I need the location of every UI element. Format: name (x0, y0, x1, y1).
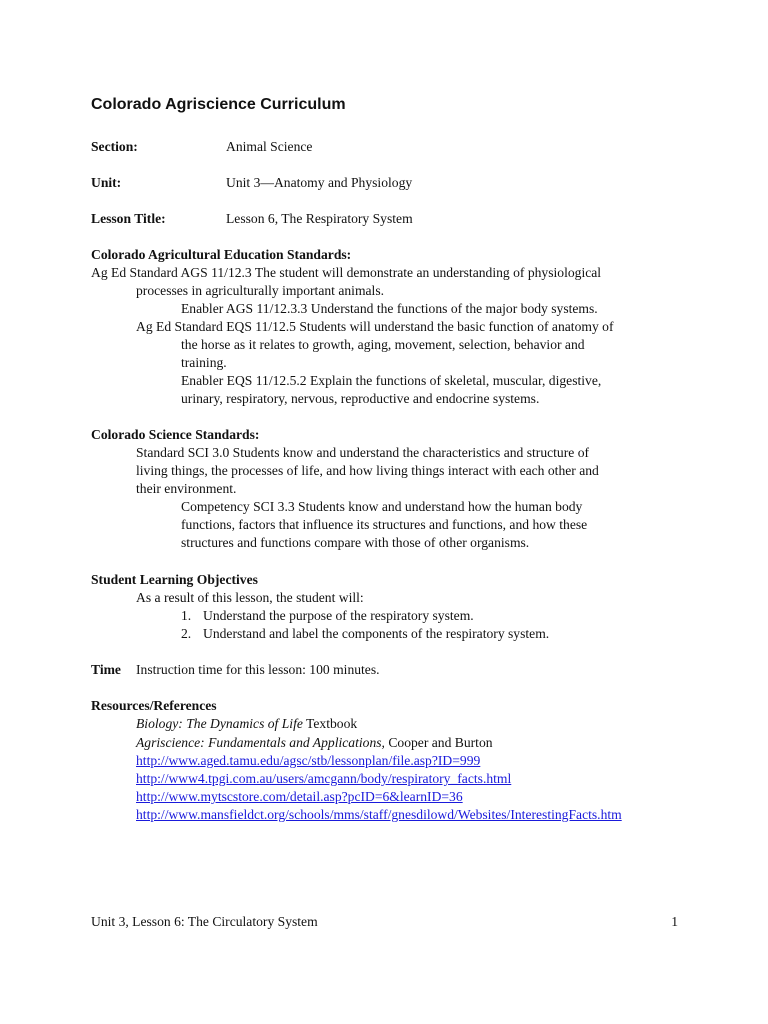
book-suffix: Textbook (302, 716, 358, 731)
lesson-title-value: Lesson 6, The Respiratory System (226, 211, 413, 226)
lesson-title-label: Lesson Title: (91, 211, 166, 226)
ag-standard-line: Ag Ed Standard AGS 11/12.3 The student will demonstrate an understanding of physiological (91, 265, 602, 280)
unit-label: Unit: (91, 175, 122, 190)
resource-book-1 (136, 716, 357, 732)
objective-text: Understand and label the components of the respiratory system. (203, 626, 550, 641)
ag-standards-heading: Colorado Agricultural Education Standards: (91, 247, 352, 262)
science-standard-line: Competency SCI 3.3 Students know and understand how the human body (181, 499, 583, 514)
science-standard-line: living things, the processes of life, and how living things interact with each other and (136, 463, 599, 478)
book-title: Agriscience: Fundamentals and Applications, (136, 735, 385, 750)
resource-link[interactable]: http://www.aged.tamu.edu/agsc/stb/lessonplan/file.asp?ID=999 (136, 753, 481, 768)
ag-standard-line: urinary, respiratory, nervous, reproductive and endocrine systems. (181, 391, 540, 406)
section-value: Animal Science (226, 139, 313, 154)
objectives-intro: As a result of this lesson, the student will: (136, 590, 364, 605)
time-text: Instruction time for this lesson: 100 minutes. (136, 662, 380, 677)
objective-number: 1. (181, 608, 192, 623)
unit-value: Unit 3—Anatomy and Physiology (226, 175, 413, 190)
objectives-heading: Student Learning Objectives (91, 572, 258, 587)
resource-link[interactable]: http://www.mansfieldct.org/schools/mms/staff/gnesdilowd/Websites/InterestingFacts.htm (136, 807, 622, 822)
document-title: Colorado Agriscience Curriculum (91, 96, 346, 113)
science-standards-heading: Colorado Science Standards: (91, 427, 260, 442)
book-title: Biology: The Dynamics of Life (136, 716, 303, 731)
time-label: Time (91, 662, 121, 677)
page-number: 1 (671, 914, 678, 929)
science-standard-line: structures and functions compare with those of other organisms. (181, 535, 530, 550)
objective-number: 2. (181, 626, 192, 641)
book-suffix: Cooper and Burton (384, 735, 493, 750)
footer-text: Unit 3, Lesson 6: The Circulatory System (91, 914, 318, 929)
science-standard-line: their environment. (136, 481, 237, 496)
ag-standard-line: processes in agriculturally important animals. (136, 283, 385, 298)
resources-heading: Resources/References (91, 698, 217, 713)
ag-standard-line: Enabler AGS 11/12.3.3 Understand the functions of the major body systems. (181, 301, 598, 316)
science-standard-line: functions, factors that influence its structures and functions, and how these (181, 517, 588, 532)
ag-standard-line: training. (181, 355, 227, 370)
ag-standard-line: Ag Ed Standard EQS 11/12.5 Students will understand the basic function of anatomy of (136, 319, 614, 334)
science-standard-line: Standard SCI 3.0 Students know and understand the characteristics and structure of (136, 445, 590, 460)
resource-link[interactable]: http://www4.tpgi.com.au/users/amcgann/body/respiratory_facts.html (136, 771, 512, 786)
section-label: Section: (91, 139, 138, 154)
resource-link[interactable]: http://www.mytscstore.com/detail.asp?pcID=6&learnID=36 (136, 789, 463, 804)
resource-book-2 (136, 735, 493, 751)
ag-standard-line: the horse as it relates to growth, aging, movement, selection, behavior and (181, 337, 585, 352)
ag-standard-line: Enabler EQS 11/12.5.2 Explain the functions of skeletal, muscular, digestive, (181, 373, 602, 388)
objective-text: Understand the purpose of the respiratory system. (203, 608, 474, 623)
